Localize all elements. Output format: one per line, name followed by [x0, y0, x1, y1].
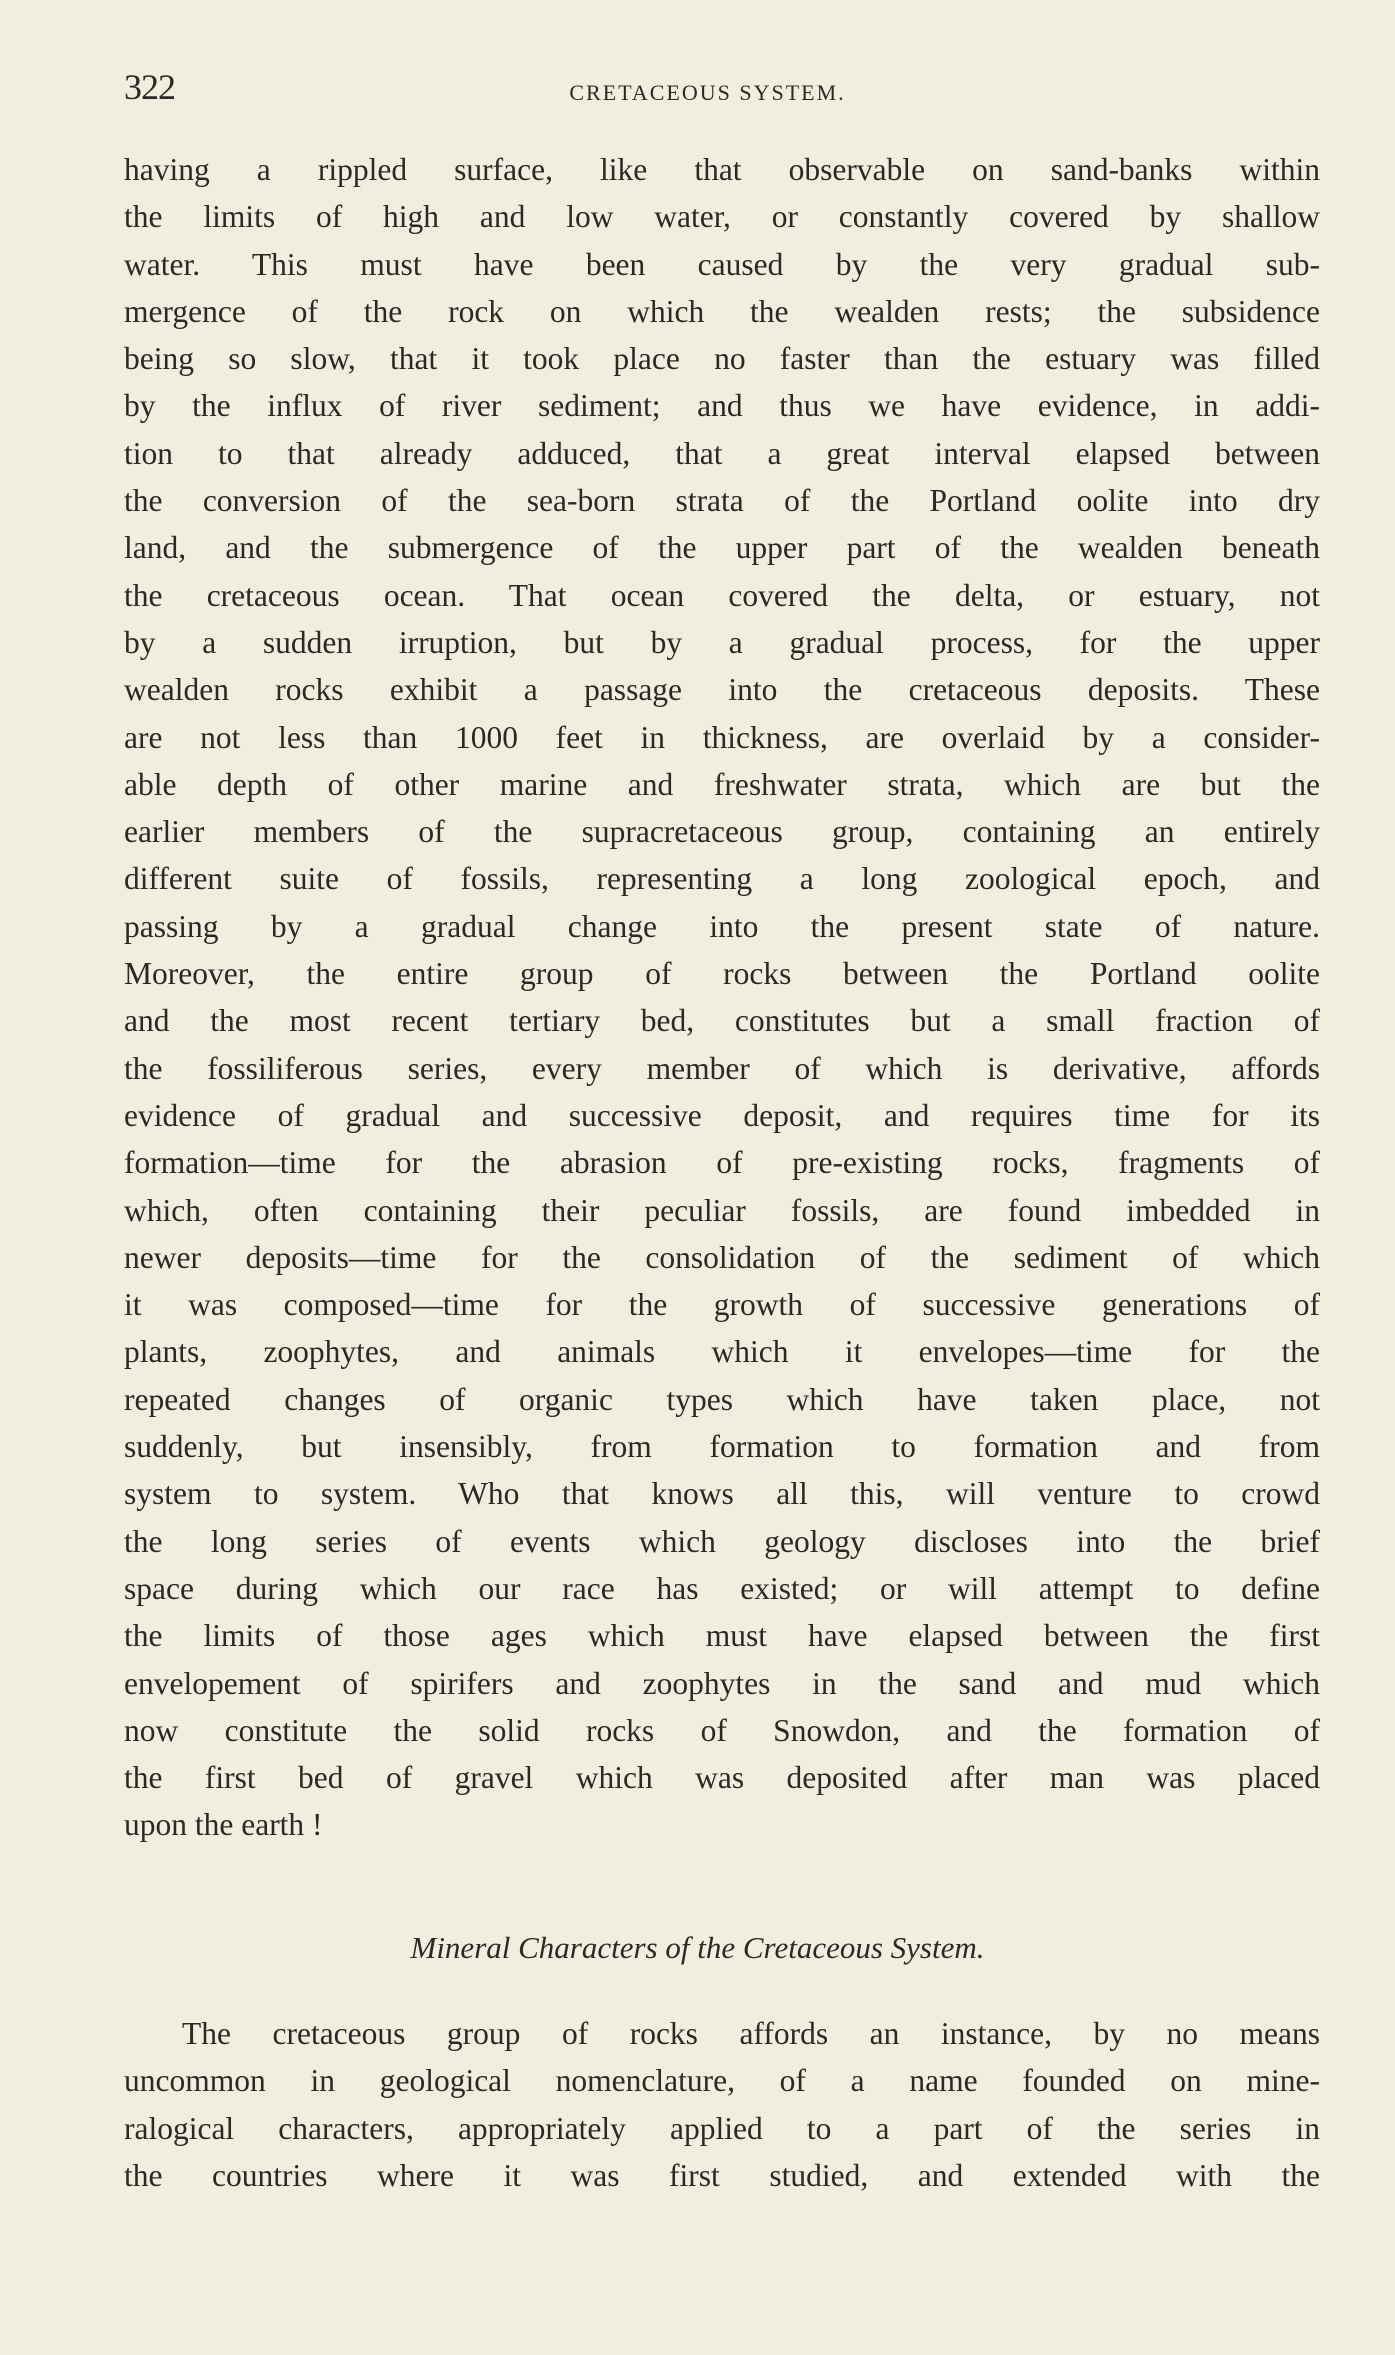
text-line: which, often containing their peculiar fossils, are found imbedded in: [124, 1192, 1320, 1228]
text-line: Moreover, the entire group of rocks between the Portland oolite: [124, 956, 1320, 992]
text-line: different suite of fossils, representing a long zoological epoch, and: [124, 861, 1320, 897]
text-line: the first bed of gravel which was deposited after man was placed: [124, 1760, 1320, 1796]
text-line: ralogical characters, appropriately applied to a part of the series in: [124, 2110, 1320, 2146]
text-line: wealden rocks exhibit a passage into the cretaceous deposits. These: [124, 672, 1320, 708]
text-line: it was composed—time for the growth of successive generations of: [124, 1287, 1320, 1323]
text-line: envelopement of spirifers and zoophytes in the sand and mud which: [124, 1665, 1320, 1701]
text-line: the fossiliferous series, every member of which is derivative, affords: [124, 1050, 1320, 1086]
text-line: the limits of high and low water, or constantly covered by shallow: [124, 199, 1320, 235]
text-line: the long series of events which geology discloses into the brief: [124, 1523, 1320, 1559]
paragraph-1: [124, 146, 1320, 1849]
text-line: tion to that already adduced, that a great interval elapsed between: [124, 435, 1320, 471]
paragraph-2: [124, 2010, 1320, 2199]
text-line: mergence of the rock on which the wealden rests; the subsidence: [124, 293, 1320, 329]
section-heading: Mineral Characters of the Cretaceous System.: [410, 1930, 985, 1965]
text-line: by a sudden irruption, but by a gradual process, for the upper: [124, 624, 1320, 660]
text-line: and the most recent tertiary bed, constitutes but a small fraction of: [124, 1003, 1320, 1039]
text-line: the countries where it was first studied, and extended with the: [124, 2157, 1320, 2193]
text-line: upon the earth !: [124, 1807, 323, 1843]
text-line: uncommon in geological nomenclature, of a name founded on mine-: [124, 2063, 1320, 2099]
text-line: plants, zoophytes, and animals which it envelopes—time for the: [124, 1334, 1320, 1370]
text-line: being so slow, that it took place no faster than the estuary was filled: [124, 341, 1320, 377]
text-line: water. This must have been caused by the very gradual sub-: [124, 246, 1320, 282]
text-line: having a rippled surface, like that observable on sand-banks within: [124, 152, 1320, 187]
text-line: passing by a gradual change into the present state of nature.: [124, 908, 1320, 944]
text-line: able depth of other marine and freshwater strata, which are but the: [124, 766, 1320, 802]
text-line: earlier members of the supracretaceous group, containing an entirely: [124, 814, 1320, 850]
text-line: repeated changes of organic types which have taken place, not: [124, 1381, 1320, 1417]
text-line: evidence of gradual and successive deposit, and requires time for its: [124, 1097, 1320, 1133]
text-line: system to system. Who that knows all this, will venture to crowd: [124, 1476, 1320, 1512]
text-line: formation—time for the abrasion of pre-existing rocks, fragments of: [124, 1145, 1320, 1181]
text-line: by the influx of river sediment; and thus we have evidence, in addi-: [124, 388, 1320, 424]
text-line: land, and the submergence of the upper part of the wealden beneath: [124, 530, 1320, 566]
text-line: the conversion of the sea-born strata of the Portland oolite into dry: [124, 483, 1320, 519]
text-line: are not less than 1000 feet in thickness, are overlaid by a consider-: [124, 719, 1320, 755]
text-line: space during which our race has existed; or will attempt to define: [124, 1570, 1320, 1606]
text-line: The cretaceous group of rocks affords an instance, by no means: [182, 2016, 1320, 2051]
page-number: 322: [124, 67, 175, 107]
text-line: now constitute the solid rocks of Snowdon, and the formation of: [124, 1712, 1320, 1748]
running-title: CRETACEOUS SYSTEM.: [569, 80, 846, 105]
text-line: newer deposits—time for the consolidation of the sediment of which: [124, 1239, 1320, 1275]
text-line: the cretaceous ocean. That ocean covered the delta, or estuary, not: [124, 577, 1320, 613]
text-line: the limits of those ages which must have elapsed between the first: [124, 1618, 1320, 1654]
text-line: suddenly, but insensibly, from formation to formation and from: [124, 1429, 1320, 1465]
